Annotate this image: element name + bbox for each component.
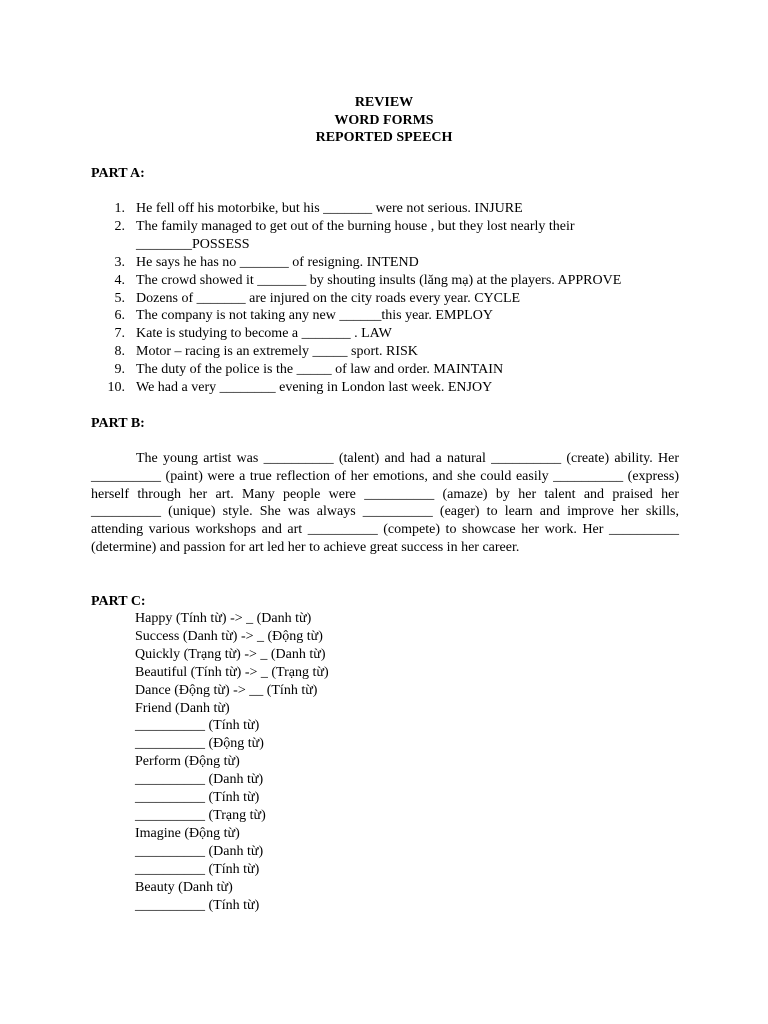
title-word-forms: WORD FORMS xyxy=(334,112,434,128)
question-item xyxy=(91,343,691,361)
question-text: The crowd showed it _______ by shouting insults (lăng mạ) at the players. APPROVE xyxy=(136,272,622,288)
question-text: Dozens of _______ are injured on the city roads every year. CYCLE xyxy=(136,290,521,306)
question-text: We had a very ________ evening in London last week. ENJOY xyxy=(136,380,493,396)
part-a-question-list xyxy=(91,200,691,397)
word-form-line: Beautiful (Tính từ) -> _ (Trạng từ) xyxy=(135,664,329,680)
word-form-line: Quickly (Trạng từ) -> _ (Danh từ) xyxy=(135,646,326,662)
word-form-line: Friend (Danh từ) xyxy=(135,700,230,716)
question-item xyxy=(91,290,691,308)
question-text: The company is not taking any new ______this year. EMPLOY xyxy=(136,308,493,324)
question-item xyxy=(91,379,691,397)
question-number: 7. xyxy=(114,326,125,342)
question-text: Kate is studying to become a _______ . LAW xyxy=(136,326,392,342)
question-item xyxy=(91,307,691,325)
question-item xyxy=(91,361,691,379)
question-number: 2. xyxy=(114,218,125,234)
word-form-line: Success (Danh từ) -> _ (Động từ) xyxy=(135,628,323,644)
question-number: 9. xyxy=(114,362,125,378)
word-form-line: Happy (Tính từ) -> _ (Danh từ) xyxy=(135,611,312,626)
question-number: 5. xyxy=(114,290,125,306)
word-form-line: __________ (Tính từ) xyxy=(135,718,260,734)
word-form-line: __________ (Tính từ) xyxy=(135,861,260,877)
question-text: He fell off his motorbike, but his _______ were not serious. INJURE xyxy=(136,201,523,216)
question-number: 8. xyxy=(114,344,125,360)
question-item xyxy=(91,200,691,218)
question-item xyxy=(91,218,691,254)
document-title xyxy=(0,94,768,147)
word-form-line: __________ (Tính từ) xyxy=(135,790,260,806)
question-text: Motor – racing is an extremely _____ sport. RISK xyxy=(136,344,418,360)
word-form-line: Beauty (Danh từ) xyxy=(135,879,233,895)
word-form-line: Imagine (Động từ) xyxy=(135,825,240,841)
word-form-line: __________ (Tính từ) xyxy=(135,897,260,913)
question-number: 3. xyxy=(114,254,125,270)
question-text: The family managed to get out of the burning house , but they lost nearly their ________POSSESS xyxy=(136,218,575,252)
question-item xyxy=(91,254,691,272)
title-review: REVIEW xyxy=(354,95,414,110)
part-a-heading: PART A: xyxy=(91,166,145,181)
word-form-line: __________ (Danh từ) xyxy=(135,772,264,788)
question-text: He says he has no _______ of resigning. INTEND xyxy=(136,254,419,270)
word-form-line: Perform (Động từ) xyxy=(135,754,240,770)
question-number: 10. xyxy=(107,380,125,396)
part-c-word-list xyxy=(135,610,329,914)
question-number: 4. xyxy=(114,272,125,288)
question-text: The duty of the police is the _____ of law and order. MAINTAIN xyxy=(136,362,504,378)
question-item xyxy=(91,272,691,290)
part-b-paragraph: The young artist was __________ (talent) and had a natural __________ (create) ability. Her __________ (paint) were a true reflection of her emotions, and she could easily __________ (express) herself through her art. Many people were __________ (amaze) by her talent and praised her __________ (unique) style. She was always __________ (eager) to learn and improve her skills, attending various workshops and art __________ (compete) to showcase her work. Her __________ (determine) and passion for art led her to achieve great success in her career. xyxy=(91,451,679,555)
word-form-line: Dance (Động từ) -> __ (Tính từ) xyxy=(135,682,318,698)
question-item xyxy=(91,325,691,343)
part-b-heading: PART B: xyxy=(91,416,145,431)
word-form-line: __________ (Động từ) xyxy=(135,736,264,752)
part-c-heading: PART C: xyxy=(91,594,146,609)
word-form-line: __________ (Danh từ) xyxy=(135,843,264,859)
title-reported-speech: REPORTED SPEECH xyxy=(315,130,453,145)
question-number: 1. xyxy=(114,201,125,216)
word-form-line: __________ (Trạng từ) xyxy=(135,807,266,823)
question-number: 6. xyxy=(114,308,125,324)
